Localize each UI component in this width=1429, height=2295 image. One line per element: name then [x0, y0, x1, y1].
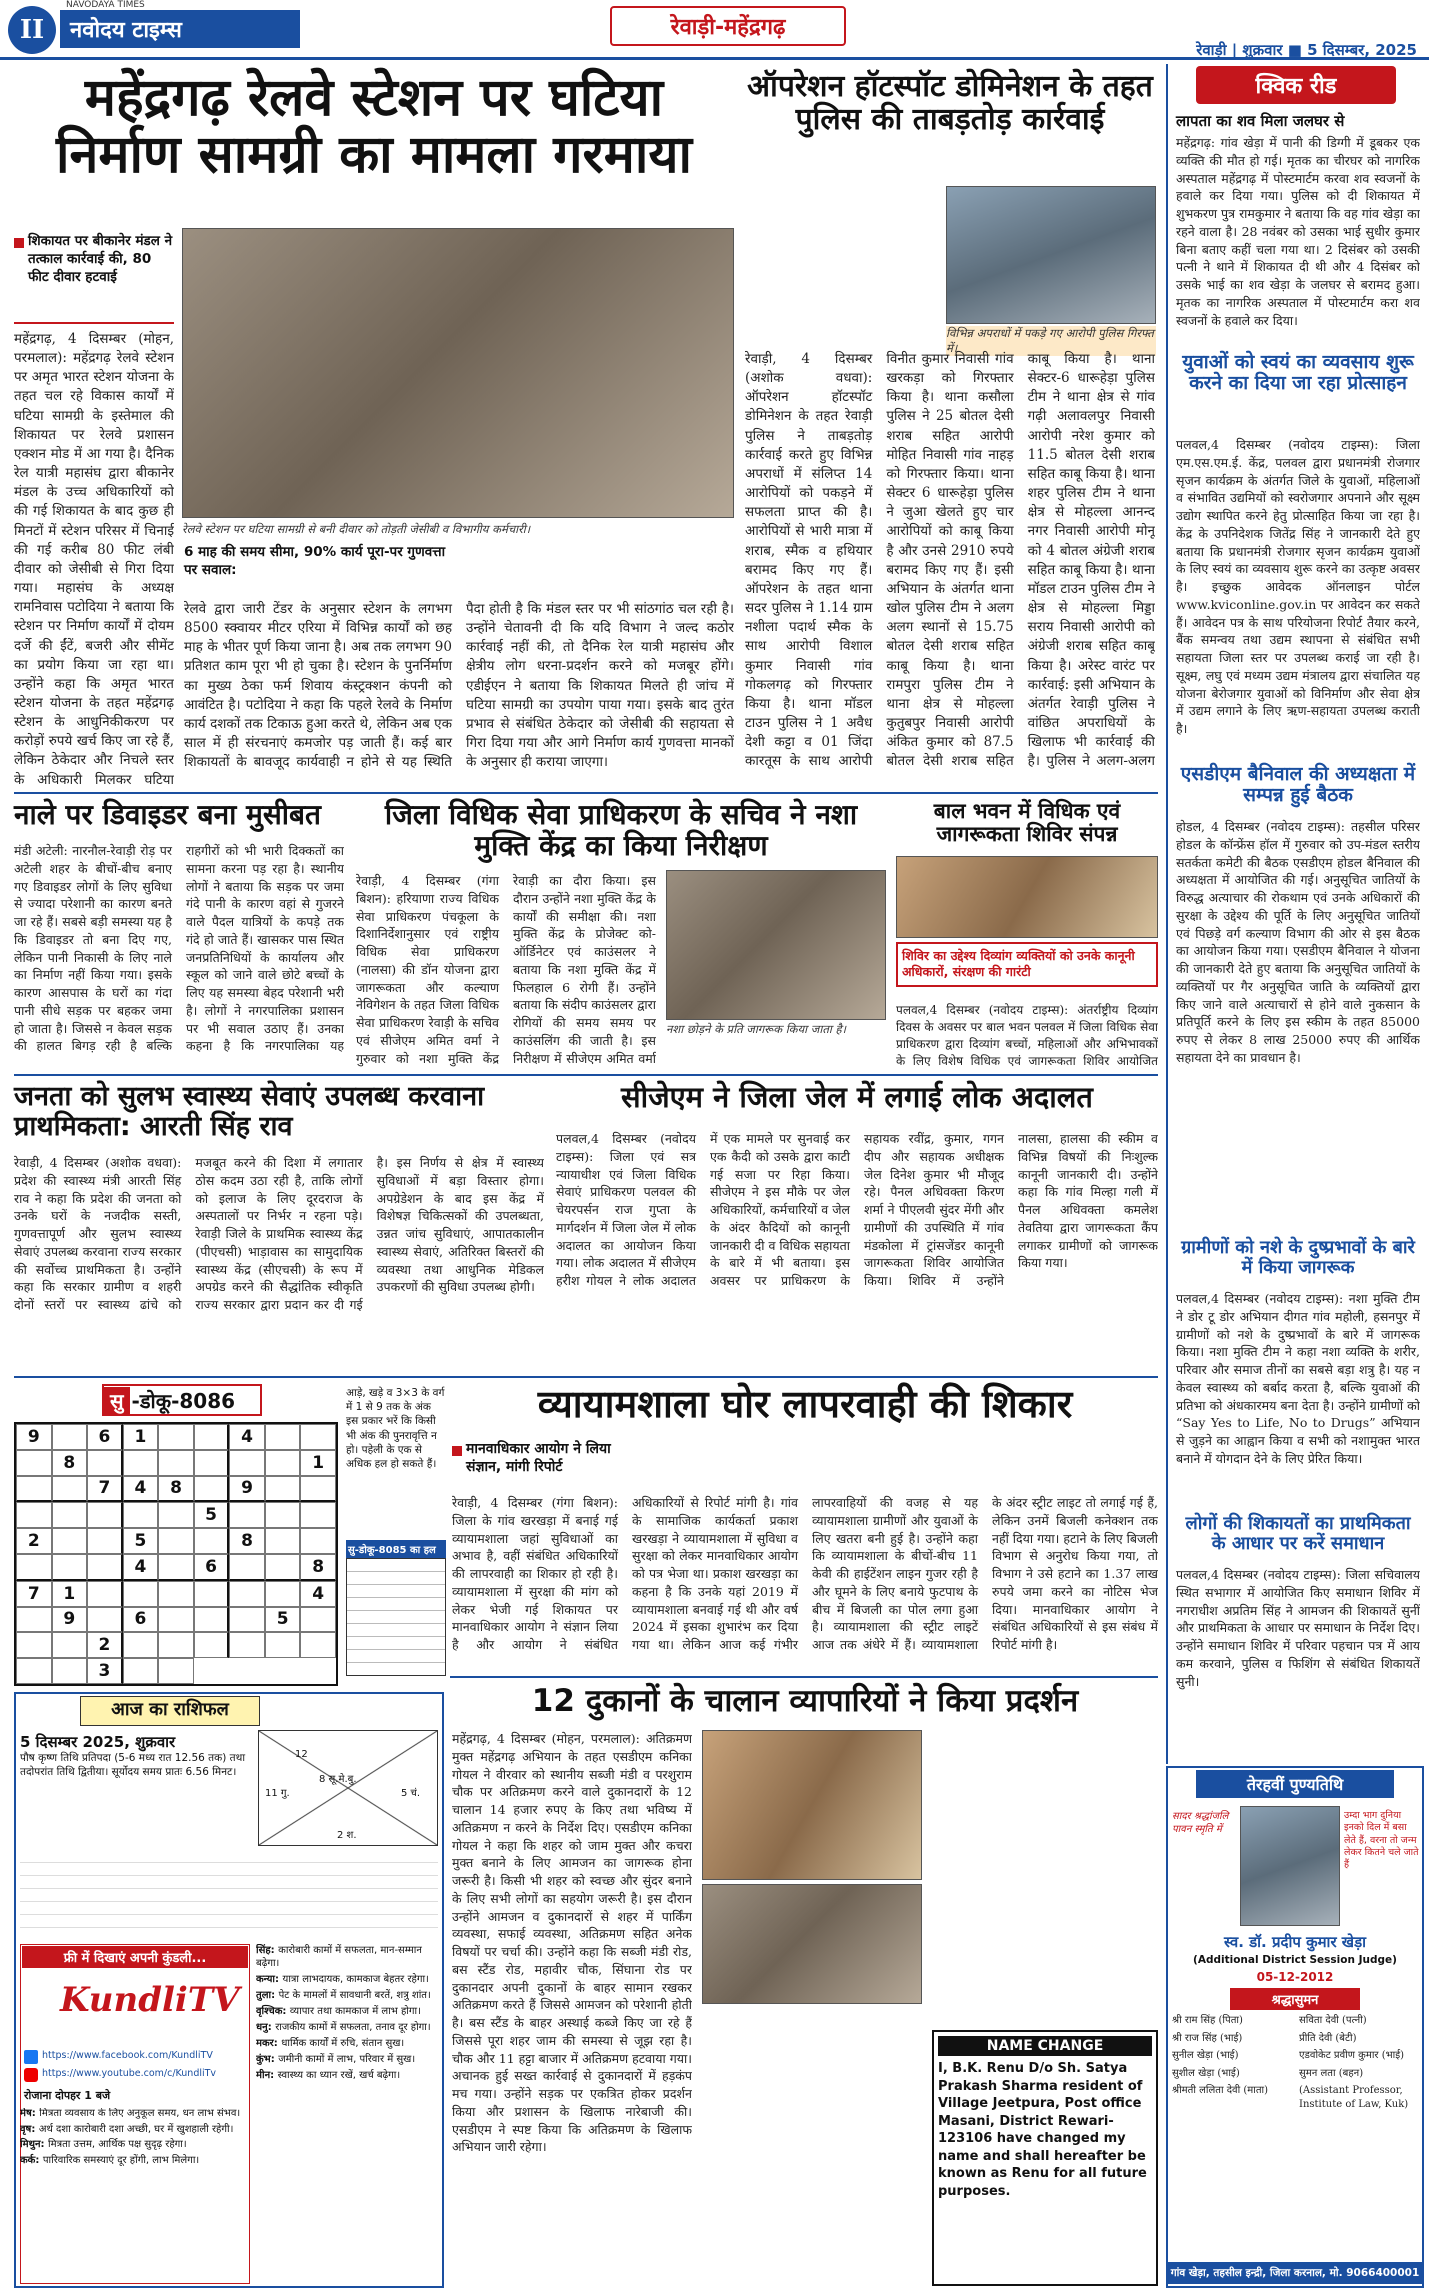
sudoku-cell[interactable]	[16, 1658, 52, 1684]
sudoku-cell[interactable]	[16, 1476, 52, 1503]
sudoku-cell[interactable]	[194, 1632, 230, 1658]
quick-text-2: पलवल,4 दिसम्बर (नवोदय टाइम्स): जिला एम.एस.एम.ई. केंद्र, पलवल द्वारा प्रधानमंत्री रोजगार सृजन कार्यक्रम के अंतर्गत जिले के युवाओं, महिलाओं व संभावित उद्यमियों को स्वरोजगार अपनाने और सूक्ष्म उद्योग स्थापित करने हेतु प्रोत्साहित किया जा रहा है। केंद्र के उपनिदेशक जितेंद्र सिंह ने जानकारी देते हुए बताया कि प्रधानमंत्री रोजगार सृजन कार्यक्रम युवाओं के लिए स्वयं का व्यवसाय शुरू करने का उत्कृष्ट अवसर है। इच्छुक आवेदक ऑनलाइन पोर्टल www.kviconline.gov.in पर आवेदन कर सकते हैं। आवेदन पत्र के साथ परियोजना रिपोर्ट तैयार करने, बैंक समन्वय तथा उद्यम स्थापना से संबंधित सभी सहायता जिला स्तर पर उपलब्ध कराई जा रही है। सूक्ष्म, लघु एवं मध्यम उद्यम मंत्रालय द्वारा संचालित यह योजना बेरोजगार युवाओं को विनिर्माण और सेवा क्षेत्र में उद्यम लगाने के लिए ऋण-सहायता उपलब्ध कराती है।	[1176, 437, 1420, 736]
sudoku-cell[interactable]	[158, 1502, 194, 1528]
balbhawan-body: पलवल,4 दिसम्बर (नवोदय टाइम्स): अंतर्राष्ट्रीय दिव्यांग दिवस के अवसर पर बाल भवन पलवल में जिला विधिक सेवा प्राधिकरण द्वारा दिव्यांग बच्चों, महिलाओं और अभिभावकों के लिए विशेष विधिक एवं जागरूकता शिविर आयोजित	[896, 1003, 1158, 1069]
section-name: रेवाड़ी-महेंद्रगढ़	[610, 6, 846, 46]
dukan-headline: 12 दुकानों के चालान व्यापारियों ने किया प्रदर्शन	[531, 1683, 1079, 1719]
family-member: श्री राज सिंह (भाई)	[1172, 2032, 1243, 2044]
family-member: सुमन लता (बहन)	[1299, 2067, 1364, 2079]
tribute-name: स्व. डॉ. प्रदीप कुमार खेड़ा	[1224, 1933, 1366, 1951]
rashi-text: अर्थ दशा कारोबारी दशा अच्छी, घर में खुशहाली रहेगी।	[38, 2123, 234, 2135]
hotspot-photo	[946, 186, 1156, 324]
sudoku-cell[interactable]	[300, 1424, 336, 1450]
quick-text-3: होडल, 4 दिसम्बर (नवोदय टाइम्स): तहसील परिसर होडल के कॉन्फ्रेंस हॉल में गुरुवार को उप-मंडल स्तरीय सतर्कता कमेटी की बैठक एसडीएम होडल बैनिवाल की अध्यक्षता में आयोजित की गई। अनुसूचित जातियों के विरुद्ध अत्याचार की रोकथाम एवं उनके अधिकारों की सुरक्षा के उद्देश्य की पूर्ति के लिए अनुसूचित जातियों एवं पिछड़े वर्ग कल्याण विभाग की ओर से इस बैठक का आयोजन किया गया। एसडीएम बैनिवाल ने योजना की जानकारी देते हुए बताया कि अनुसूचित जातियों के व्यक्तियों पर गैर अनुसूचित जाति के व्यक्तियों द्वारा किए जाने वाले अत्याचारों से होने वाले नुकसान के प्रतिपूर्ति करने के लिए इस स्कीम के तहत 85000 रुपए से लेकर 8 लाख 25000 रुपए की आर्थिक सहायता देने का प्रावधान है।	[1176, 819, 1420, 1065]
sudoku-cell[interactable]	[87, 1450, 123, 1476]
family-member: श्रीमती ललिता देवी (माता)	[1172, 2085, 1269, 2096]
rashi-name: मिथुन:	[20, 2139, 48, 2150]
sudoku-label: -डोकू-8086	[131, 1388, 236, 1413]
sudoku-cell[interactable]: 8	[300, 1554, 336, 1581]
sudoku-cell[interactable]	[158, 1554, 194, 1581]
tribute-dates: 05-12-2012	[1256, 1970, 1334, 1984]
vyayam-sub	[452, 1440, 632, 1476]
quick-headline-2: युवाओं को स्वयं का व्यवसाय शुरू करने का दिया जा रहा प्रोत्साहन	[1182, 351, 1414, 394]
kundli-logo: KundliTV	[60, 1980, 240, 2020]
rashi-item	[20, 2155, 250, 2168]
family-member: (Assistant Professor, Institute of Law, Kuk)	[1299, 2085, 1409, 2110]
sudoku-cell[interactable]	[123, 1581, 159, 1607]
lead-subhead: 6 माह की समय सीमा, 90% कार्य पूरा-पर गुणवत्ता पर सवाल:	[184, 544, 446, 578]
sudoku-cell[interactable]	[194, 1476, 230, 1503]
sudoku-cell[interactable]: 6	[87, 1424, 123, 1450]
facebook-icon	[24, 2050, 38, 2064]
chart-house: 5 चं.	[401, 1788, 421, 1799]
sudoku-cell[interactable]	[194, 1528, 230, 1554]
tribute-right-text: उम्दा भाग दुनिया इनको दिल में बसा लेते हैं, वरना तो जन्म लेकर कितने चले जाते हैं	[1344, 1810, 1419, 1871]
sudoku-cell[interactable]: 4	[300, 1581, 336, 1607]
sudoku-cell[interactable]	[265, 1632, 301, 1658]
hotspot-headline: ऑपरेशन हॉटस्पॉट डोमिनेशन के तहत पुलिस की ताबड़तोड़ कार्रवाई	[747, 69, 1153, 137]
sudoku-cell[interactable]	[123, 1658, 159, 1684]
kundli-time: रोजाना दोपहर 1 बजे	[24, 2089, 111, 2102]
vyayam-headline: व्यायामशाला घोर लापरवाही की शिकार	[537, 1382, 1073, 1426]
lead-body: महेंद्रगढ़, 4 दिसम्बर (मोहन, परमलाल): महेंद्रगढ़ रेलवे स्टेशन पर अमृत भारत स्टेशन योजना के तहत चल रहे विकास कार्यों में घटिया सामग्री के इस्तेमाल की शिकायत पर रेलवे प्रशासन एक्शन मोड में आ गया है। दैनिक रेल यात्री महासंघ द्वारा बीकानेर मंडल के उच्च अधिकारियों को की गई शिकायत के बाद कुछ ही मिनटों में स्टेशन परिसर में चिनाई की गई करीब 80 फीट लंबी दीवार को जेसीबी से गिरा दिया गया। महासंघ के अध्यक्ष रामनिवास पटोदिया ने बताया कि स्टेशन पर निर्माण कार्यों में दोयम दर्जे की ईंटें, बजरी और सीमेंट का प्रयोग किया जा रहा था। उन्होंने कहा कि अमृत भारत स्टेशन योजना के तहत महेंद्रगढ़ स्टेशन के आधुनिकीकरण पर करोड़ों रुपये खर्च किए जा रहे हैं, लेकिन ठेकेदार और निचले स्तर के अधिकारी मिलकर घटिया	[14, 331, 174, 788]
sudoku-cell[interactable]	[52, 1632, 88, 1658]
sudoku-cell[interactable]	[158, 1450, 194, 1476]
nale-body: मंडी अटेली: नारनौल-रेवाड़ी रोड़ पर अटेली शहर के बीचों-बीच बनाए गए डिवाइडर लोगों के लिए सुविधा से ज्यादा परेशानी का कारण बनते जा रहे हैं। सबसे बड़ी समस्या यह है कि डिवाइडर तो बना दिए गए, लेकिन पानी निकासी के लिए नाले का निर्माण नहीं किया गया। इसके कारण आसपास के घरों का गंदा पानी सीधे सड़क पर बहकर जमा हो जाता है। जिससे न केवल सड़क की हालत बिगड़ रही है बल्कि राहगीरों को भी भारी दिक्कतों का सामना करना पड़ रहा है। स्थानीय लोगों ने बताया कि सड़क पर जमा गंदे पानी के कारण वहां से गुजरने वाले पैदल यात्रियों के कपड़े तक गंदे हो जाते हैं। खासकर पास स्थित जनप्रतिनिधियों के कार्यालय और स्कूल को जाने वाले छोटे बच्चों के लिए यह समस्या बेहद परेशानी भरी है। लोगों ने नगरपालिका प्रशासन पर भी सवाल उठाए हैं। उनका कहना है कि नगरपालिका यह	[14, 843, 344, 1054]
quick-read-title: क्विक रीड	[1196, 66, 1396, 104]
tribute-sraddha: श्रद्धासुमन	[1230, 1988, 1360, 2010]
rashi-item	[256, 2069, 438, 2082]
sudoku-cell[interactable]	[52, 1476, 88, 1503]
rashi-name: कर्क:	[20, 2154, 43, 2166]
rashifal-title: आज का राशिफल	[80, 1696, 260, 1726]
rashifal-note: पौष कृष्ण तिथि प्रतिपदा (5-6 मध्य रात 12.56 तक) तथा तदोपरांत तिथि द्वितीया। सूर्योदय समय प्रातः 6.56 मिनट।	[20, 1752, 246, 1778]
tribute-photo	[1240, 1806, 1340, 1926]
hotspot-caption: विभिन्न अपराधों में पकड़े गए आरोपी पुलिस गिरफ्त में।	[946, 326, 1156, 356]
quick-headline-5: लोगों की शिकायतों का प्राथमिकता के आधार पर करें समाधान	[1185, 1513, 1411, 1554]
rashi-text: पेट के मामलों में सावधानी बरतें, शत्रु शांत।	[278, 1990, 431, 2001]
lead-headline: महेंद्रगढ़ रेलवे स्टेशन पर घटिया निर्माण सामग्री का मामला गरमाया	[56, 68, 692, 186]
sudoku-cell[interactable]	[300, 1476, 336, 1503]
dlsa-caption: नशा छोड़ने के प्रति जागरूक किया जाता है।	[666, 1022, 846, 1036]
sudoku-cell[interactable]	[158, 1607, 194, 1633]
divider-1	[14, 792, 1158, 794]
sudoku-cell[interactable]	[158, 1632, 194, 1658]
chart-house: 12	[295, 1749, 308, 1760]
sudoku-cell[interactable]: 5	[123, 1528, 159, 1554]
family-member: श्री राम सिंह (पिता)	[1172, 2015, 1243, 2026]
sudoku-cell[interactable]	[194, 1607, 230, 1633]
sudoku-cell[interactable]	[123, 1450, 159, 1476]
divider-4	[450, 1676, 1158, 1678]
sudoku-cell[interactable]	[16, 1554, 52, 1581]
tribute-title: तेरहवीं पुण्यतिथि	[1196, 1770, 1394, 1798]
sudoku-cell[interactable]	[265, 1502, 301, 1528]
youtube-icon	[24, 2068, 38, 2082]
rashi-item	[256, 1989, 438, 2002]
sudoku-cell[interactable]	[229, 1450, 265, 1476]
rashi-name: वृष:	[20, 2123, 39, 2135]
quick-text-5: पलवल,4 दिसम्बर (नवोदय टाइम्स): जिला सचिवालय स्थित सभागार में आयोजित किए समाधान शिविर में नगराधीश अप्रतिम सिंह ने आमजन की शिकायतें सुनीं और प्राथमिकता के आधार पर समाधान के निर्देश दिए। उन्होंने समाधान शिविर में परिवार पहचान पत्र में आय कम करवाने, पुलिस व फिशिंग से संबंधित शिकायतें सुनी।	[1176, 1567, 1420, 1689]
balbhawan-headline: बाल भवन में विधिक एवं जागरूकता शिविर संपन्न	[933, 799, 1121, 847]
sudoku-cell[interactable]	[87, 1554, 123, 1581]
rashi-item	[256, 2005, 438, 2018]
sudoku-cell[interactable]	[123, 1632, 159, 1658]
rashifal-table	[20, 1850, 438, 1940]
sudoku-grid[interactable]	[14, 1422, 338, 1686]
rashi-text: कारोबारी कामों में सफलता, मान-सम्मान बढ़ेगा।	[256, 1945, 422, 1969]
sudoku-cell[interactable]: 7	[87, 1476, 123, 1503]
name-change-text: I, B.K. Renu D/o Sh. Satya Prakash Sharma resident of Village Jeetpura, Post office Masani, District Rewari-123106 have changed my name and shall hereafter be known as Renu for all future purposes.	[938, 2061, 1147, 2199]
rashi-text: यात्रा लाभदायक, कामकाज बेहतर रहेगा।	[282, 1974, 429, 1985]
sudoku-cell[interactable]	[16, 1502, 52, 1528]
sudoku-label-su: सु	[104, 1387, 130, 1414]
sudoku-cell[interactable]	[87, 1528, 123, 1554]
rashi-text: स्वास्थ्य का ध्यान रखें, खर्च बढ़ेगा।	[277, 2070, 401, 2081]
rashi-text: राजकीय कामों में सफलता, तनाव दूर होगा।	[275, 2022, 431, 2033]
sudoku-cell[interactable]	[265, 1476, 301, 1503]
sudoku-cell[interactable]	[229, 1607, 265, 1633]
red-square-icon	[14, 238, 24, 248]
sudoku-cell[interactable]	[194, 1424, 230, 1450]
lead-kicker: शिकायत पर बीकानेर मंडल ने तत्काल कार्रवाई की, 80 फीट दीवार हटवाई	[28, 233, 173, 286]
dlsa-headline: जिला विधिक सेवा प्राधिकरण के सचिव ने नशा मुक्ति केंद्र का किया निरीक्षण	[384, 798, 858, 862]
sudoku-cell[interactable]	[87, 1502, 123, 1528]
sudoku-cell[interactable]	[300, 1528, 336, 1554]
dlsa-body: रेवाड़ी, 4 दिसम्बर (गंगा बिशन): हरियाणा राज्य विधिक सेवा प्राधिकरण पंचकूला के दिशानिर्देशानुसार एवं राष्ट्रीय विधिक सेवा प्राधिकरण (नालसा) की डॉन योजना द्वारा जागरूकता और कल्याण नेविगेशन के तहत जिला विधिक सेवा प्राधिकरण रेवाड़ी के सचिव एवं सीजेएम अमित वर्मा ने गुरुवार को नशा मुक्ति केंद्र रेवाड़ी का दौरा किया। इस दौरान उन्होंने नशा मुक्ति केंद्र के कार्यों की समीक्षा की। नशा मुक्ति केंद्र के प्रोजेक्ट को-ऑर्डिनेटर एवं काउंसलर ने बताया कि नशा मुक्ति केंद्र में फिलहाल 6 रोगी हैं। उन्होंने बताया कि संदीप काउंसलर द्वारा रोगियों की समय समय पर काउंसलिंग की जाती है। इस निरीक्षण में सीजेएम अमित वर्मा	[356, 873, 656, 1066]
lead-photo	[182, 228, 734, 518]
red-square-icon	[452, 1446, 462, 1456]
rashi-name: मीन:	[256, 2070, 278, 2081]
rashi-name: धनु:	[256, 2022, 276, 2033]
sudoku-cell[interactable]	[52, 1528, 88, 1554]
quick-text-4: पलवल,4 दिसम्बर (नवोदय टाइम्स): नशा मुक्ति टीम ने डोर टू डोर अभियान दीगत गांव महोली, हसनपुर में ग्रामीणों को नशे के दुष्प्रभावों के बारे में जागरूक किया। नशा मुक्ति टीम ने कहा नशा व्यक्ति के शरीर, परिवार और समाज तीनों का सबसे बड़ा शत्रु है। यह न केवल स्वास्थ्य को बर्बाद करता है, बल्कि युवाओं की प्रतिभा को अंधकारमय बना देता है। उन्होंने ग्रामीणों को “Say Yes to Life, No to Drugs” अभियान से जुड़ने का आह्वान किया व सभी को नशामुक्त भारत बनाने में योगदान देने के लिए प्रेरित किया।	[1176, 1291, 1420, 1466]
sudoku-cell[interactable]	[16, 1607, 52, 1633]
sudoku-cell[interactable]: 9	[16, 1424, 52, 1450]
sudoku-cell[interactable]	[158, 1658, 194, 1684]
tribute-family-list	[1172, 2014, 1420, 2254]
chart-house: 8 सू.मे.बु.	[319, 1774, 357, 1785]
sudoku-cell[interactable]: 5	[194, 1502, 230, 1528]
dukan-photo-2	[702, 1884, 922, 2004]
rashi-text: जमीनी कामों में लाभ, परिवार में सुख।	[278, 2054, 416, 2065]
health-body: रेवाड़ी, 4 दिसम्बर (अशोक वधवा): प्रदेश की स्वास्थ्य मंत्री आरती सिंह राव ने कहा कि प्रदेश की जनता को उनके घरों के नजदीक सस्ती, गुणवत्तापूर्ण और सुलभ स्वास्थ्य सेवाएं उपलब्ध करवाना राज्य सरकार की सर्वोच्च प्राथमिकता है। उन्होंने कहा कि सरकार ग्रामीण व शहरी दोनों स्तरों पर स्वास्थ्य ढांचे को मजबूत करने की दिशा में लगातार ठोस कदम उठा रही है, ताकि लोगों को इलाज के लिए दूरदराज के अस्पतालों पर निर्भर न रहना पड़े। रेवाड़ी जिले के प्राथमिक स्वास्थ्य केंद्र (पीएचसी) भाड़ावास का सामुदायिक स्वास्थ्य केंद्र (सीएचसी) के रूप में अपग्रेड करने की सैद्धांतिक स्वीकृति राज्य सरकार द्वारा प्रदान कर दी गई है। इस निर्णय से क्षेत्र में स्वास्थ्य सुविधाओं में बड़ा विस्तार होगा। अपग्रेडेशन के बाद इस केंद्र में विशेषज्ञ चिकित्सकों की उपलब्धता, उन्नत जांच सुविधाएं, आपातकालीन स्वास्थ्य सेवाएं, अतिरिक्त बिस्तरों की व्यवस्था तथा आधुनिक मेडिकल उपकरणों की सुविधा उपलब्ध होगी।	[14, 1155, 544, 1312]
rashi-name: वृश्चिक:	[256, 2006, 290, 2017]
rashi-item	[256, 1944, 438, 1970]
family-member: सुशील खेड़ा (भाई)	[1172, 2067, 1240, 2079]
sudoku-cell[interactable]	[300, 1607, 336, 1633]
rashi-text: मित्रता व्यवसाय के लिए अनुकूल समय, धन लाभ संभव।	[39, 2108, 241, 2119]
health-headline: जनता को सुलभ स्वास्थ्य सेवाएं उपलब्ध करवाना प्राथमिकता: आरती सिंह राव	[14, 1081, 485, 1142]
nale-headline: नाले पर डिवाइडर बना मुसीबत	[14, 798, 322, 831]
rashi-item	[20, 2108, 250, 2121]
sudoku-prev-label: सु-डोकू-8085 का हल	[346, 1540, 446, 1558]
cjm-body: पलवल,4 दिसम्बर (नवोदय टाइम्स): जिला एवं सत्र न्यायाधीश एवं जिला विधिक सेवाएं प्राधिकरण पलवल की चेयरपर्सन राज गुप्ता के मार्गदर्शन में जिला जेल में लोक अदालत का आयोजन किया गया। लोक अदालत में सीजेएम हरीश गोयल ने लोक अदालत में एक मामले पर सुनवाई कर एक कैदी को उसके द्वारा काटी गई सजा पर रिहा किया। सीजेएम ने इस मौके पर जेल अधिकारियों, कर्मचारियों व जेल के अंदर कैदियों को कानूनी जानकारी दी व विधिक सहायता के बारे में भी बताया। इस अवसर पर प्राधिकरण के सहायक रवींद्र, कुमार, गगन दीप और सहायक अधीक्षक जेल दिनेश कुमार भी मौजूद रहे। पैनल अधिवक्ता किरण शर्मा ने पीएलवी सुंदर मेंगी और ग्रामीणों की उपस्थिति में गांव मंडकोला में ट्रांसजेंडर कानूनी जागरूकता शिविर आयोजित किया। शिविर में उन्होंने नालसा, हालसा की स्कीम व विभिन्न विषयों की निःशुल्क कानूनी जानकारी दी। उन्होंने कहा कि गांव मिल्हा गली में पैनल अधिवक्ता कमलेश तेवतिया द्वारा जागरूकता कैंप लगाकर ग्रामीणों को जागरूक किया गया।	[556, 1131, 1158, 1288]
balbhawan-photo	[896, 856, 1158, 938]
sudoku-cell[interactable]: 6	[123, 1607, 159, 1633]
dateline: रेवाड़ी | शुक्रवार ■ 5 दिसम्बर, 2025	[1196, 41, 1417, 59]
sudoku-cell[interactable]: 1	[300, 1450, 336, 1476]
sudoku-cell[interactable]: 9	[229, 1476, 265, 1503]
tribute-footer: गांव खेड़ा, तहसील इन्द्री, जिला करनाल, मो. 9066400001	[1166, 2262, 1424, 2284]
sudoku-cell[interactable]: 2	[87, 1632, 123, 1658]
rashi-text: पारिवारिक समस्याएं दूर होंगी, लाभ मिलेगा।	[42, 2154, 200, 2166]
sudoku-cell[interactable]	[300, 1632, 336, 1658]
quick-headline-1: लापता का शव मिला जलघर से	[1176, 112, 1345, 130]
sudoku-cell[interactable]	[229, 1581, 265, 1607]
quick-text-1: महेंद्रगढ़: गांव खेड़ा में पानी की डिग्गी में डूबकर एक व्यक्ति की मौत हो गई। मृतक का चीरघर को नागरिक अस्पताल महेंद्रगढ़ में पोस्टमार्टम करवा शव स्वजनों के हवाले कर दिया गया। पुलिस को दी शिकायत में शुभकरण पुत्र रामकुमार ने बताया कि वह गांव खेड़ा का रहने वाला है। 28 नवंबर को उसका भाई सुधीर कुमार बिना बताए कहीं चला गया था। 2 दिसंबर को उसकी पत्नी ने थाने में शिकायत दी थी और 4 दिसंबर को उसके भाई का शव खेड़ा के जलघर से बरामद हुआ। मृतक का नागरिक अस्पताल में पोस्टमार्टम करा शव स्वजनों के हवाले कर दिया।	[1176, 135, 1420, 328]
sudoku-cell[interactable]	[123, 1502, 159, 1528]
sudoku-cell[interactable]	[194, 1581, 230, 1607]
sudoku-cell[interactable]: 1	[52, 1581, 88, 1607]
cjm-headline: सीजेएम ने जिला जेल में लगाई लोक अदालत	[621, 1080, 1093, 1114]
youtube-link[interactable]: https://www.youtube.com/c/KundliTv	[42, 2068, 217, 2079]
vyayam-sub-text: मानवाधिकार आयोग ने लिया संज्ञान, मांगी रिपोर्ट	[466, 1441, 611, 1476]
sudoku-cell[interactable]	[87, 1607, 123, 1633]
sudoku-cell[interactable]: 4	[229, 1424, 265, 1450]
sudoku-cell[interactable]: 8	[229, 1528, 265, 1554]
dlsa-photo	[666, 870, 886, 1020]
rashi-item	[256, 1973, 438, 1986]
rashi-item	[256, 2021, 438, 2034]
sudoku-cell[interactable]	[52, 1424, 88, 1450]
balbhawan-box: शिविर का उद्देश्य दिव्यांग व्यक्तियों को उनके कानूनी अधिकारों, संरक्षण की गारंटी	[896, 942, 1158, 987]
dukan-body: महेंद्रगढ़, 4 दिसम्बर (मोहन, परमलाल): अतिक्रमण मुक्त महेंद्रगढ़ अभियान के तहत एसडीएम कनिका गोयल ने वीरवार को स्थानीय सब्जी मंडी व परशुराम चौक पर अतिक्रमण करने वाले दुकानदारों के 12 चालान 14 हजार रुपए के किए तथा भविष्य में अतिक्रमण न करने के निर्देश दिए। एसडीएम कनिका गोयल ने कहा कि शहर को जाम मुक्त और कचरा मुक्त बनाने के लिए आमजन का जागरूक होना जरूरी है। किसी भी शहर को स्वच्छ और सुंदर बनाने के लिए सभी लोगों का सहयोग जरूरी है। इस दौरान उन्होंने आमजन व दुकानदारों से शहर में पार्किंग व्यवस्था, सफाई व्यवस्था, अतिक्रमण सहित अनेक विषयों पर चर्चा की। उन्होंने कहा कि सब्जी मंडी रोड, बस स्टैंड रोड, महावीर चौक, सिंघाना रोड पर दुकानदार अपनी दुकानों के बाहर सामान रखकर अतिक्रमण करते हैं जिससे आमजन को परेशानी होती है। बस स्टैंड के बाहर अस्थाई कब्जे किए जा रहे हैं जिससे पूरा शहर जाम की समस्या से जूझ रहा है। चौक और 11 हट्टा बाजार में अतिक्रमण हटवाया गया। अचानक हुई सख्त कार्रवाई से दुकानदारों में हड़कंप मच गया। उन्होंने सड़क पर एकत्रित होकर प्रदर्शन किया और प्रशासन के खिलाफ नारेबाजी की। एसडीएम ने स्पष्ट किया कि अतिक्रमण के खिलाफ अभियान जारी रहेगा।	[452, 1731, 692, 2155]
sudoku-cell[interactable]: 6	[194, 1554, 230, 1581]
hotspot-body: रेवाड़ी, 4 दिसम्बर (अशोक वधवा): ऑपरेशन हॉटस्पॉट डोमिनेशन के तहत रेवाड़ी पुलिस ने ताबड़तोड़ कार्रवाई करते हुए विभिन्न अपराधों में संलिप्त 14 आरोपियों को पकड़ने में सफलता प्राप्त की है। आरोपियों से भारी मात्रा में शराब, स्मैक व हथियार बरामद किए गए हैं। ऑपरेशन के तहत थाना सदर पुलिस ने 1.14 ग्राम नशीला पदार्थ स्मैक के साथ आरोपी विशाल कुमार निवासी गांव गोकलगढ़ को गिरफ्तार किया है। थाना मॉडल टाउन पुलिस ने 1 अवैध देशी कट्टा व 01 जिंदा कारतूस के साथ आरोपी विनीत कुमार निवासी गांव खरकड़ा को गिरफ्तार किया है। थाना कसौला पुलिस ने 25 बोतल देसी शराब सहित आरोपी मोहित निवासी गांव नाहड़ को गिरफ्तार किया। थाना सेक्टर 6 धारूहेड़ा पुलिस ने जुआ खेलते हुए चार आरोपियों को काबू किया है और उनसे 2910 रुपये बरामद किए गए हैं। इसी अभियान के अंतर्गत थाना खोल पुलिस टीम ने अलग अलग स्थानों से 15.75 बोतल देसी शराब सहित काबू किया है। थाना रामपुरा पुलिस टीम ने थाना क्षेत्र से मोहल्ला कुतुबपुर निवासी आरोपी अंकित कुमार को 87.5 बोतल देसी शराब सहित काबू किया है। थाना सेक्टर-6 धारूहेड़ा पुलिस टीम ने थाना क्षेत्र से गांव गढ़ी अलावलपुर निवासी आरोपी नरेश कुमार को 11.5 बोतल देसी शराब सहित काबू किया है। थाना शहर पुलिस टीम ने थाना क्षेत्र से मोहल्ला आनन्द नगर निवासी आरोपी मोनू को 4 बोतल अंग्रेजी शराब सहित काबू किया है। थाना मॉडल टाउन पुलिस टीम ने क्षेत्र से मोहल्ला मिड्डा सराय निवासी आरोपी को अंग्रेजी शराब सहित काबू किया है। अरेस्ट वारंट पर कार्रवाई: इसी अभियान के अंतर्गत रेवाड़ी पुलिस ने वांछित अपराधियों के खिलाफ भी कार्रवाई की है। पुलिस ने अलग-अलग	[745, 351, 1155, 770]
rashi-text: व्यापार तथा कामकाज में लाभ होगा।	[289, 2006, 421, 2017]
sudoku-cell[interactable]: 5	[265, 1607, 301, 1633]
sudoku-cell[interactable]	[229, 1632, 265, 1658]
facebook-link[interactable]: https://www.facebook.com/KundliTV	[42, 2050, 213, 2061]
lead-kicker-box	[14, 232, 174, 324]
tribute-designation: (Additional District Session Judge)	[1193, 1954, 1397, 1966]
kundli-promo-text: फ्री में दिखाएं अपनी कुंडली...	[22, 1946, 248, 1968]
divider-3	[14, 1376, 1158, 1378]
sudoku-cell[interactable]: 7	[16, 1581, 52, 1607]
masthead-tag: NAVODAYA TIMES	[66, 0, 145, 10]
rashi-list-left	[20, 2108, 250, 2284]
rashi-name: कन्या:	[256, 1974, 283, 1985]
chart-house: 2 श.	[337, 1830, 357, 1841]
sudoku-cell[interactable]	[16, 1632, 52, 1658]
dukan-photo-1	[702, 1730, 922, 1880]
lead-caption: रेलवे स्टेशन पर घटिया सामग्री से बनी दीवार को तोड़ती जेसीबी व विभागीय कर्मचारी।	[182, 522, 531, 536]
rashi-item	[20, 2139, 250, 2152]
sudoku-cell[interactable]	[229, 1554, 265, 1581]
sudoku-title	[102, 1384, 262, 1416]
sudoku-cell[interactable]: 9	[52, 1607, 88, 1633]
sudoku-cell[interactable]	[265, 1528, 301, 1554]
sudoku-cell[interactable]	[52, 1502, 88, 1528]
rashifal-date: 5 दिसम्बर 2025, शुक्रवार	[20, 1733, 176, 1751]
chart-house: 11 गु.	[265, 1788, 290, 1799]
sudoku-cell[interactable]	[158, 1528, 194, 1554]
dukan-body-right	[932, 1730, 1158, 2030]
sudoku-cell[interactable]: 2	[16, 1528, 52, 1554]
vyayam-body: रेवाड़ी, 4 दिसम्बर (गंगा बिशन): जिला के गांव खरखड़ा में बनाई गई व्यायामशाला जहां सुविधाओं का अभाव है, वहीं संबंधित अधिकारियों की लापरवाही का शिकार हो रही है। व्यायामशाला में सुरक्षा की मांग को लेकर भेजी गई शिकायत पर मानवाधिकार आयोग ने संज्ञान लिया है और आयोग ने संबंधित अधिकारियों से रिपोर्ट मांगी है। गांव के सामाजिक कार्यकर्ता प्रकाश खरखड़ा ने व्यायामशाला में सुविधा व सुरक्षा को लेकर मानवाधिकार आयोग को पत्र भेजा था। प्रकाश खरखड़ा का कहना है कि उनके यहां 2019 में व्यायामशाला बनवाई गई थी और वर्ष 2024 में इसका शुभारंभ कर दिया गया था। लेकिन आज कई गंभीर लापरवाहियों की वजह से यह व्यायामशाला ग्रामीणों और युवाओं के लिए खतरा बनी हुई है। उन्होंने कहा कि व्यायामशाला के बीचों-बीच 11 केवी की हाईटेंशन लाइन गुजर रही है और घूमने के लिए बनाये फुटपाथ के बीच में बिजली का पोल लगा हुआ है। व्यायामशाला की स्ट्रीट लाइटें आज तक अंधेरे में हैं। व्यायामशाला के अंदर स्ट्रीट लाइट तो लगाई गई हैं, लेकिन उनमें बिजली कनेक्शन तक नहीं दिया गया। हटाने के लिए बिजली विभाग से अनुरोध किया गया, तो विभाग ने उसे हटाने का 1.37 लाख रुपये जमा करने का नोटिस भेज दिया। मानवाधिकार आयोग ने संबंधित अधिकारियों से इस संबंध में रिपोर्ट मांगी है।	[452, 1495, 1158, 1652]
sudoku-cell[interactable]	[158, 1581, 194, 1607]
sudoku-cell[interactable]	[265, 1581, 301, 1607]
rashi-name: सिंह:	[256, 1945, 279, 1956]
family-member: एडवोकेट प्रवीण कुमार (भाई)	[1299, 2050, 1405, 2061]
name-change-box	[932, 2030, 1158, 2286]
quick-headline-3: एसडीएम बैनिवाल की अध्यक्षता में सम्पन्न हुई बैठक	[1180, 763, 1416, 806]
rashi-name: कुंभ:	[256, 2054, 279, 2065]
sudoku-cell[interactable]	[52, 1658, 88, 1684]
rashi-item	[256, 2037, 438, 2050]
sudoku-cell[interactable]	[265, 1554, 301, 1581]
sudoku-cell[interactable]	[52, 1554, 88, 1581]
rashi-text: धार्मिक कार्यों में रुचि, संतान सुख।	[281, 2038, 405, 2049]
sudoku-cell[interactable]	[265, 1450, 301, 1476]
sudoku-cell[interactable]	[229, 1502, 265, 1528]
sudoku-cell[interactable]	[300, 1502, 336, 1528]
family-member: सुनील खेड़ा (भाई)	[1172, 2050, 1239, 2061]
name-change-title: NAME CHANGE	[938, 2036, 1152, 2056]
newspaper-name: नवोदय टाइम्स	[60, 10, 300, 48]
rashi-item	[20, 2124, 250, 2137]
rashi-name: मेष:	[20, 2108, 40, 2119]
sudoku-instructions: आड़े, खड़े व 3×3 के वर्ग में 1 से 9 तक के अंक इस प्रकार भरें कि किसी भी अंक की पुनरावृत्ति न हो। पहेली के एक से अधिक हल हो सकते हैं।	[346, 1387, 445, 1470]
sudoku-cell[interactable]: 4	[123, 1554, 159, 1581]
rashi-item	[256, 2053, 438, 2066]
page-number: II	[8, 6, 56, 54]
family-member: प्रीति देवी (बेटी)	[1299, 2032, 1357, 2044]
sudoku-cell[interactable]: 1	[123, 1424, 159, 1450]
sudoku-cell[interactable]	[16, 1450, 52, 1476]
sudoku-cell[interactable]	[158, 1424, 194, 1450]
rashi-list-right	[256, 1944, 438, 2284]
lead-body-continued: रेलवे द्वारा जारी टेंडर के अनुसार स्टेशन के लगभग 8500 स्क्वायर मीटर एरिया में विभिन्न कार्यों को छह माह के भीतर पूर्ण किया जाना है। अब तक लगभग 90 प्रतिशत काम पूरा भी हो चुका है। स्टेशन के पुनर्निर्माण का मुख्य ठेका फर्म शिवाय कंस्ट्रक्शन कंपनी को आवंटित है। पटोदिया ने कहा कि पहले रेलवे के निर्माण कार्य दशकों तक टिकाऊ हुआ करते थे, लेकिन अब एक साल में ही संरचनाएं कमजोर पड़ जाती हैं। कई बार शिकायतों के बावजूद कार्यवाही न होने से यह स्थिति पैदा होती है कि मंडल स्तर पर भी सांठगांठ चल रही है। उन्होंने चेतावनी दी कि यदि विभाग ने जल्द कठोर कार्रवाई नहीं की, तो दैनिक रेल यात्री महासंघ और क्षेत्रीय लोग धरना-प्रदर्शन करने को मजबूर होंगे। एडीईएन ने बताया कि शिकायत मिलते ही जांच में घटिया सामग्री का उपयोग पाया गया। इसके बाद तुरंत प्रभाव से संबंधित ठेकेदार को जेसीबी की सहायता से गिरा दिया गया और आगे निर्माण कार्य गुणवत्ता मानकों के अनुसार ही कराया जाएगा।	[184, 601, 734, 771]
tribute-left-text: सादर श्रद्धांजलि पावन स्मृति में	[1172, 1811, 1229, 1835]
sudoku-cell[interactable]: 3	[87, 1658, 123, 1684]
rashi-name: मकर:	[256, 2038, 282, 2049]
rashifal-kundli-chart	[258, 1730, 438, 1846]
divider-2	[14, 1074, 1158, 1076]
sudoku-cell[interactable]: 8	[52, 1450, 88, 1476]
rashi-text: मित्रता उत्तम, आर्थिक पक्ष सुदृढ़ रहेगा।	[48, 2139, 187, 2150]
sudoku-cell[interactable]: 8	[158, 1476, 194, 1503]
quick-headline-4: ग्रामीणों को नशे के दुष्प्रभावों के बारे में किया जागरूक	[1181, 1237, 1415, 1278]
sudoku-cell[interactable]	[87, 1581, 123, 1607]
sudoku-cell[interactable]	[265, 1424, 301, 1450]
sudoku-cell[interactable]	[194, 1450, 230, 1476]
rashi-name: तुला:	[256, 1990, 279, 2001]
sudoku-cell[interactable]: 4	[123, 1476, 159, 1503]
sudoku-prev-grid	[346, 1558, 446, 1676]
family-member: सविता देवी (पत्नी)	[1299, 2015, 1367, 2026]
